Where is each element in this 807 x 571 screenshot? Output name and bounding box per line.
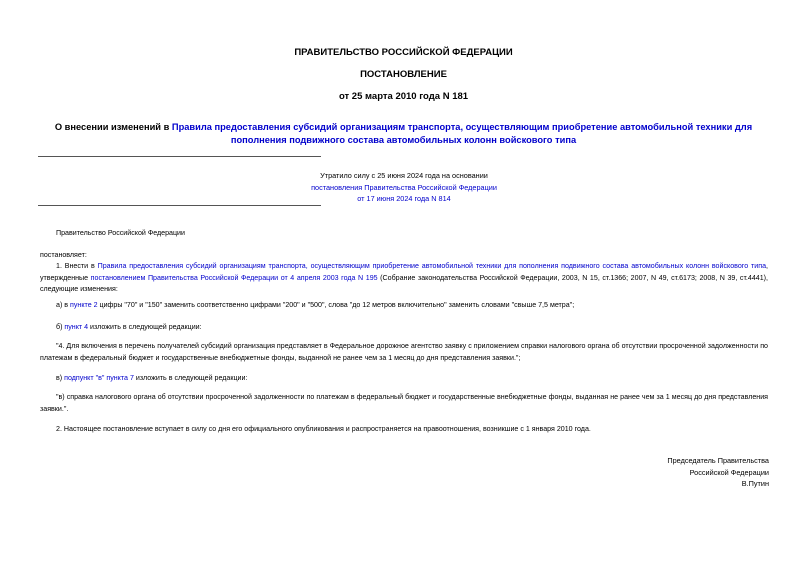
title-prefix: О внесении изменений в: [54, 122, 172, 132]
item-1-mid: , утвержденные: [40, 262, 768, 282]
subitem-b-suffix: изложить в следующей редакции:: [88, 323, 202, 331]
subitem-a-prefix: а) в: [56, 301, 71, 309]
divider-top: [38, 156, 321, 157]
divider-bottom: [38, 205, 321, 206]
status-note: [300, 170, 508, 205]
quote-subpoint-v: "в) справка налогового органа об отсутствии просроченной задолженности по платежам в федеральный бюджет и государственные внебюджетные фонды, выданная не ранее чем за 1 месяц до дня представления заявки.".: [40, 393, 768, 413]
subitem-v-prefix: в): [56, 374, 65, 382]
subitem-a: [56, 300, 768, 312]
item-1-paragraph: [40, 261, 768, 296]
subitem-b-prefix: б): [56, 323, 65, 331]
subitem-a-suffix: цифры "70" и "150" заменить соответственно цифрами "200" и "500", слова "до 12 метров включительно" заменить словами "свыше 7,5 метра";: [97, 301, 575, 309]
signature-name: В.Путин: [741, 479, 769, 488]
document-title: [40, 121, 767, 147]
item-1-rules-link[interactable]: Правила предоставления субсидий организациям транспорта, осуществляющим приобретение автомобильной техники для пополнения подвижного состава автомобильных колонн войскового типа: [97, 262, 767, 270]
subitem-b-link[interactable]: пункт 4: [64, 323, 89, 331]
item-1-prefix: 1. Внести в: [56, 262, 98, 270]
item-1-suffix: (Собрание законодательства Российской Федерации, 2003, N 15, ст.1366; 2007, N 49, ст.6173; 2008, N 39, ст.4441), следующие изменения:: [40, 273, 768, 293]
signature-organization: Российской Федерации: [689, 467, 769, 477]
signature-position: Председатель Правительства: [667, 456, 769, 465]
status-note-line: Утратило силу с 25 июня 2024 года на основании: [320, 171, 488, 180]
signature-block: [667, 455, 769, 490]
subitem-v-link[interactable]: подпункт "в" пункта 7: [64, 374, 134, 382]
subitem-b: [56, 322, 768, 334]
subitem-a-link[interactable]: пункте 2: [70, 301, 98, 309]
government-line: Правительство Российской Федерации: [56, 229, 185, 237]
item-1-decree-link[interactable]: постановлением Правительства Российской Федерации от 4 апреля 2003 года N 195: [90, 273, 378, 282]
subitem-v: [56, 373, 768, 385]
resolves-line: постановляет:: [40, 251, 87, 259]
subitem-v-suffix: изложить в следующей редакции:: [133, 374, 248, 382]
status-note-decree-date-link[interactable]: от 17 июня 2024 года N 814: [357, 194, 451, 203]
title-rules-link[interactable]: Правила предоставления субсидий организациям транспорта, осуществляющим приобретение автомобильной техники для пополнения подвижного состава автомобильных колонн войскового типа: [171, 122, 753, 145]
date-number-heading: от 25 марта 2010 года N 181: [338, 91, 469, 102]
item-2-paragraph: 2. Настоящее постановление вступает в силу со дня его официального опубликования и распространяется на правоотношения, возникшие с 1 января 2010 года.: [56, 425, 591, 433]
status-note-decree-link[interactable]: постановления Правительства Российской Федерации: [311, 182, 497, 192]
document-type-heading: ПОСТАНОВЛЕНИЕ: [360, 69, 447, 80]
government-heading: ПРАВИТЕЛЬСТВО РОССИЙСКОЙ ФЕДЕРАЦИИ: [294, 47, 513, 58]
quote-point-4: "4. Для включения в перечень получателей субсидий организация представляет в Федеральное дорожное агентство заявку с приложением справки налогового органа об отсутствии просроченной задолженности по платежам в федеральный бюджет и государственные внебюджетные фонды, выданной не ранее чем за 1 месяц до дня представления заявки.";: [40, 342, 768, 362]
